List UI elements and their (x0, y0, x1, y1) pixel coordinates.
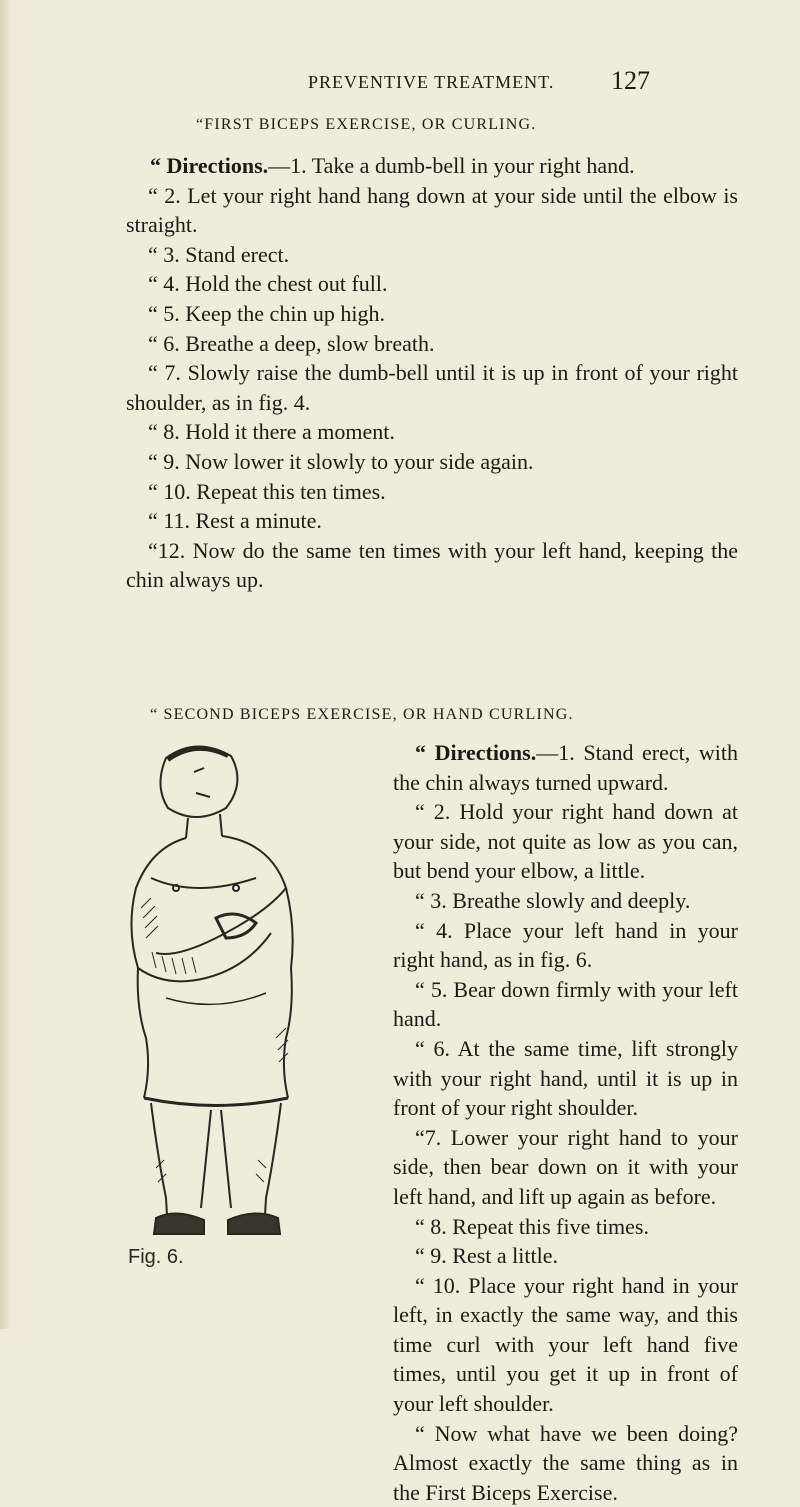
nipple-right (233, 885, 239, 891)
directions-paragraph (126, 151, 738, 181)
mouth (196, 793, 210, 797)
direction-item: “ 9. Rest a little. (415, 1243, 558, 1269)
left-forearm (138, 933, 271, 981)
direction-item: “ 5. Keep the chin up high. (148, 300, 386, 326)
right-forearm (156, 888, 286, 954)
directions-text: —1. Take a dumb-bell in your right hand. (268, 153, 635, 178)
figure-illustration (96, 738, 378, 1238)
direction-item: “ 5. Bear down firmly with your left hand. (393, 976, 738, 1032)
direction-item: “ 9. Now lower it slowly to your side again. (148, 448, 534, 474)
direction-item: “ 3. Stand erect. (148, 241, 290, 267)
direction-item: “ 11. Rest a minute. (148, 508, 322, 534)
section-title-second-biceps: “ SECOND BICEPS EXERCISE, OR HAND CURLING. (150, 706, 574, 723)
eye (194, 768, 204, 772)
running-head-title: PREVENTIVE TREATMENT. (308, 72, 555, 92)
directions-text: —1. Stand erect, with the chin always turned upward. (393, 740, 738, 795)
direction-item: “ 6. At the same time, lift strongly with your right hand, until it is up in front of your right shoulder. (393, 1035, 738, 1121)
left-foot (154, 1213, 204, 1234)
left-leg (151, 1103, 168, 1233)
section-title-first-biceps: “FIRST BICEPS EXERCISE, OR CURLING. (196, 116, 537, 133)
direction-item: “ 2. Let your right hand hang down at your side until the elbow is straight. (126, 182, 738, 238)
waist (144, 1098, 288, 1106)
nipple-left (173, 885, 179, 891)
figure-caption: Fig. 6. (128, 1246, 184, 1268)
direction-item: “ 7. Slowly raise the dumb-bell until it is up in front of your right shoulder, as in fig. 4. (126, 360, 738, 415)
abdomen (166, 993, 266, 1004)
direction-item: “ Now what have we been doing? Almost exactly the same thing as in the First Biceps Exercise. (393, 1420, 738, 1505)
section-body-first-biceps (126, 151, 738, 595)
directions-label: “ Directions. (150, 153, 269, 178)
directions-label: “ Directions. (415, 740, 537, 765)
inner-legs (201, 1110, 231, 1208)
page-gutter (0, 0, 12, 1329)
direction-item: “ 3. Breathe slowly and deeply. (415, 887, 691, 913)
direction-item: “ 2. Hold your right hand down at your side, not quite as low as you can, but bend your elbow, a little. (393, 799, 738, 884)
torso-left (138, 968, 148, 1098)
right-foot (228, 1213, 280, 1234)
curling-man-illustration (96, 738, 378, 1238)
section-body-second-biceps (393, 738, 738, 1507)
page-number: 127 (611, 66, 650, 95)
direction-item: “ 4. Hold the chest out full. (148, 271, 388, 297)
chest (151, 878, 256, 888)
direction-item: “ 4. Place your left hand in your right hand, as in fig. 6. (393, 917, 738, 973)
torso-right (284, 968, 292, 1098)
directions-paragraph (393, 738, 738, 797)
direction-item: “ 10. Repeat this ten times. (148, 478, 386, 504)
direction-item: “12. Now do the same ten times with your left hand, keeping the chin always up. (126, 537, 738, 593)
direction-item: “ 8. Hold it there a moment. (148, 419, 395, 445)
direction-item: “ 6. Breathe a deep, slow breath. (148, 330, 435, 356)
direction-item: “ 8. Repeat this five times. (415, 1213, 649, 1239)
left-shoulder (131, 838, 186, 968)
direction-item: “7. Lower your right hand to your side, then bear down on it with your left hand, and lift up again as before. (393, 1124, 738, 1209)
direction-item: “ 10. Place your right hand in your left, in exactly the same way, and this time curl with your left hand five times, until you get it up in front of your left shoulder. (393, 1272, 738, 1417)
